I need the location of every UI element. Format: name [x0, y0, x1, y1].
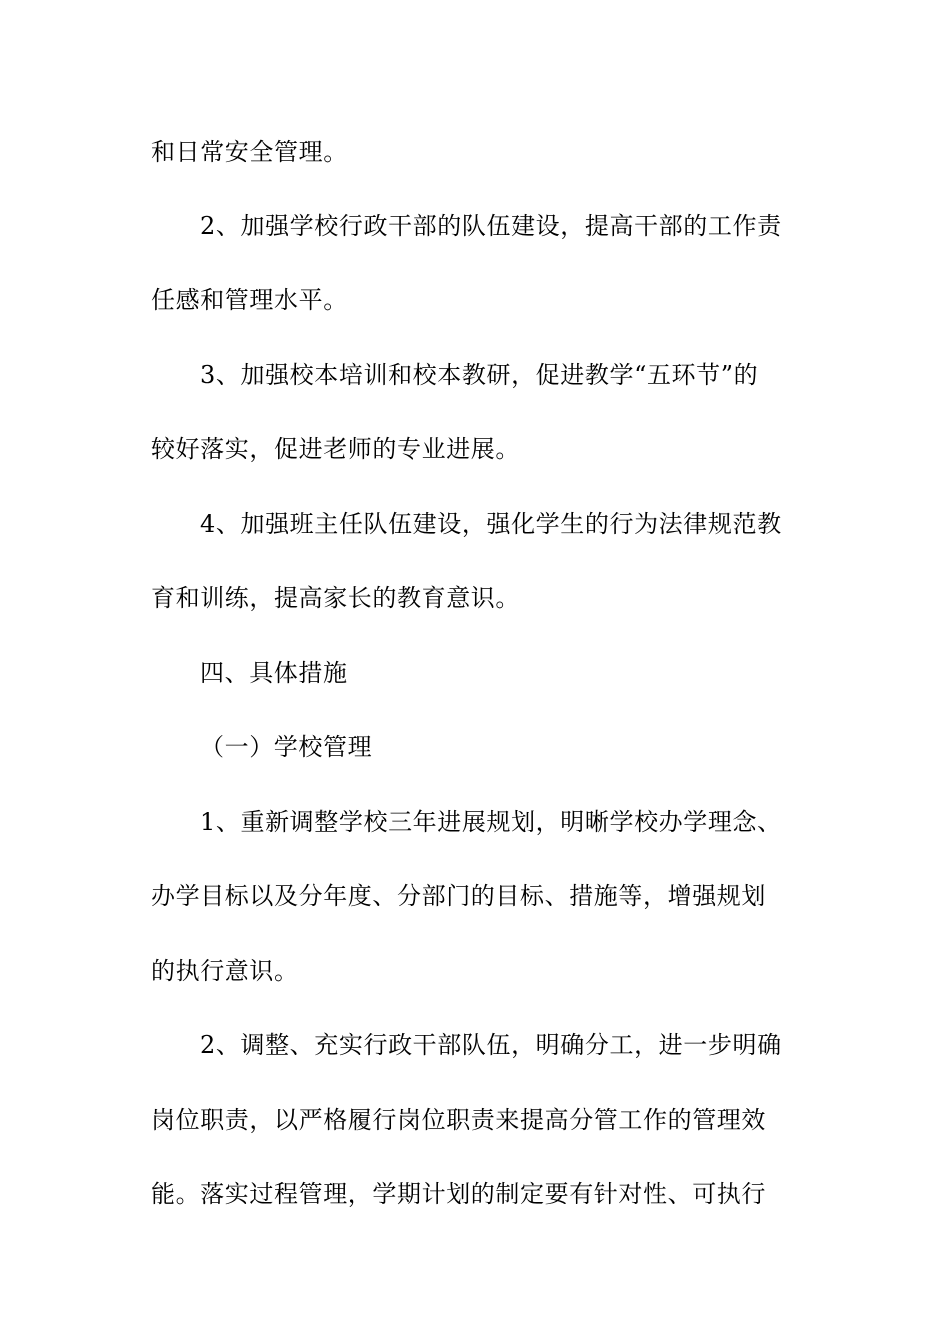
text-line: 任感和管理水平。 [151, 286, 348, 314]
text-line: 2、调整、充实行政干部队伍，明确分工，进一步明确 [200, 1031, 782, 1059]
text-line: 能。落实过程管理，学期计划的制定要有针对性、可执行 [151, 1180, 766, 1208]
text-line: 1、重新调整学校三年进展规划，明晰学校办学理念、 [200, 808, 782, 836]
text-line: 2、加强学校行政干部的队伍建设，提高干部的工作责 [200, 212, 782, 240]
subsection-heading: （一）学校管理 [200, 733, 373, 761]
text-line: 3、加强校本培训和校本教研，促进教学“五环节”的 [200, 361, 759, 389]
text-line: 办学目标以及分年度、分部门的目标、措施等，增强规划 [151, 882, 766, 910]
text-line: 的执行意识。 [151, 957, 299, 985]
text-line: 和日常安全管理。 [151, 138, 348, 166]
text-line: 较好落实，促进老师的专业进展。 [151, 435, 520, 463]
text-line: 岗位职责，以严格履行岗位职责来提高分管工作的管理效 [151, 1106, 766, 1134]
text-line: 育和训练，提高家长的教育意识。 [151, 584, 520, 612]
text-line: 4、加强班主任队伍建设，强化学生的行为法律规范教 [200, 510, 782, 538]
section-heading: 四、具体措施 [200, 659, 348, 687]
